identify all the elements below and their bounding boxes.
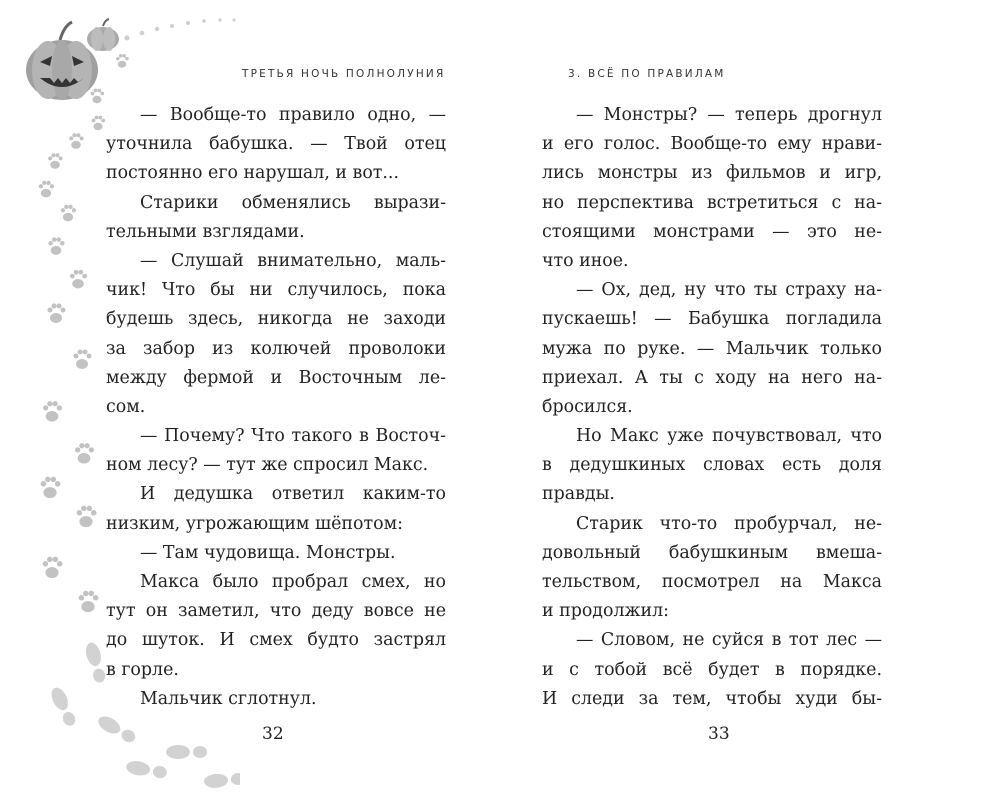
paw-print-icon: [77, 506, 97, 527]
text-line: пускаешь! — Бабушка погладила: [542, 309, 882, 330]
pumpkin-icon: [87, 19, 119, 51]
paw-print-icon: [70, 270, 87, 289]
text-line: уточнила бабушка. — Твой отец: [106, 134, 446, 155]
paw-print-icon: [75, 443, 94, 463]
text-line: Но Макс уже почувствовал, что: [576, 426, 882, 447]
page-number-right: 33: [708, 724, 730, 744]
text-line: — Почему? Что такого в Восточ-: [140, 426, 446, 447]
text-line: и с тобой всё будет в порядке.: [542, 659, 882, 680]
text-line: лись монстры из фильмов и игр,: [542, 163, 882, 184]
text-line: до шуток. И смех будто застрял: [106, 630, 446, 651]
text-line: за забор из колючей проволоки: [106, 338, 446, 359]
text-line: тут он заметил, что деду вовсе не: [106, 601, 446, 622]
paw-print-icon: [116, 54, 129, 68]
text-line: в горле.: [106, 659, 179, 680]
text-line: постоянно его нарушал, и вот...: [106, 163, 399, 184]
text-line: довольный бабушкиным вмеша-: [542, 542, 882, 563]
running-head-right: 3. ВСЁ ПО ПРАВИЛАМ: [568, 68, 726, 80]
text-line: приехал. А ты с ходу на него на-: [542, 367, 882, 388]
paw-print-icon: [48, 153, 62, 169]
shoe-print-icon: [95, 713, 138, 746]
text-line: сом.: [106, 396, 146, 417]
text-line: мужа по руке. — Мальчик только: [542, 338, 882, 359]
text-line: — Ох, дед, ну что ты страху на-: [576, 280, 882, 301]
text-line: бросился.: [542, 396, 633, 417]
text-line: низким, угрожающим шёпотом:: [106, 513, 403, 534]
text-line: будешь здесь, никогда не заходи: [106, 309, 446, 330]
paw-print-icon: [48, 304, 66, 324]
page-number-left: 32: [262, 724, 284, 744]
text-line: в дедушкиных словах есть доля: [542, 455, 882, 476]
text-line: что иное.: [542, 250, 629, 271]
paw-print-icon: [41, 477, 61, 498]
text-line: тельством, посмотрел на Макса: [542, 572, 882, 592]
paw-print-icon: [43, 557, 63, 578]
paw-print-icon: [48, 237, 64, 255]
paw-print-icon: [39, 181, 54, 198]
jack-o-lantern-icon: [26, 22, 98, 100]
paw-print-icon: [74, 350, 92, 370]
shoe-print-icon: [48, 685, 78, 728]
text-line: стоящими монстрами — это не-: [542, 221, 882, 242]
text-line: Старики обменялись вырази-: [140, 192, 446, 213]
shoe-print-icon: [84, 641, 108, 684]
text-line: Мальчик сглотнул.: [140, 688, 317, 709]
left-page-text: [106, 101, 446, 714]
paw-print-icon: [61, 205, 76, 222]
dot-trail: [125, 18, 236, 40]
text-line: — Там чудовища. Монстры.: [140, 542, 396, 563]
text-line: ном лесу? — тут же спросил Макс.: [106, 455, 429, 476]
right-page-text: [542, 101, 882, 714]
running-head-left: ТРЕТЬЯ НОЧЬ ПОЛНОЛУНИЯ: [242, 68, 446, 80]
paw-print-icon: [92, 116, 106, 131]
shoe-print-icon: [203, 771, 240, 789]
text-line: — Словом, не суйся в тот лес —: [576, 630, 882, 651]
text-line: и его голос. Вообще-то ему нрави-: [542, 134, 882, 155]
text-line: И дедушка ответил каким-то: [140, 484, 446, 505]
text-line: Макса было пробрал смех, но: [140, 572, 446, 592]
text-line: между фермой и Восточным ле-: [106, 367, 446, 388]
paw-print-icon: [43, 401, 62, 421]
text-line: но перспектива встретиться с на-: [542, 192, 882, 213]
text-line: чик! Что бы ни случилось, пока: [106, 280, 446, 301]
text-line: тельными взглядами.: [106, 221, 305, 242]
text-line: И следи за тем, чтобы худи бы-: [542, 688, 882, 709]
shoe-print-icon: [125, 759, 168, 780]
paw-print-icon: [69, 133, 83, 149]
text-line: правды.: [542, 484, 615, 505]
text-line: Старик что-то пробурчал, не-: [576, 513, 882, 534]
text-line: — Слушай внимательно, маль-: [140, 250, 446, 271]
shoe-print-icon: [166, 745, 207, 759]
paw-print-icon: [91, 89, 105, 104]
text-line: — Монстры? — теперь дрогнул: [576, 105, 882, 125]
text-line: — Вообще-то правило одно, —: [140, 105, 446, 125]
text-line: и продолжил:: [542, 601, 670, 622]
paw-print-icon: [79, 591, 99, 612]
